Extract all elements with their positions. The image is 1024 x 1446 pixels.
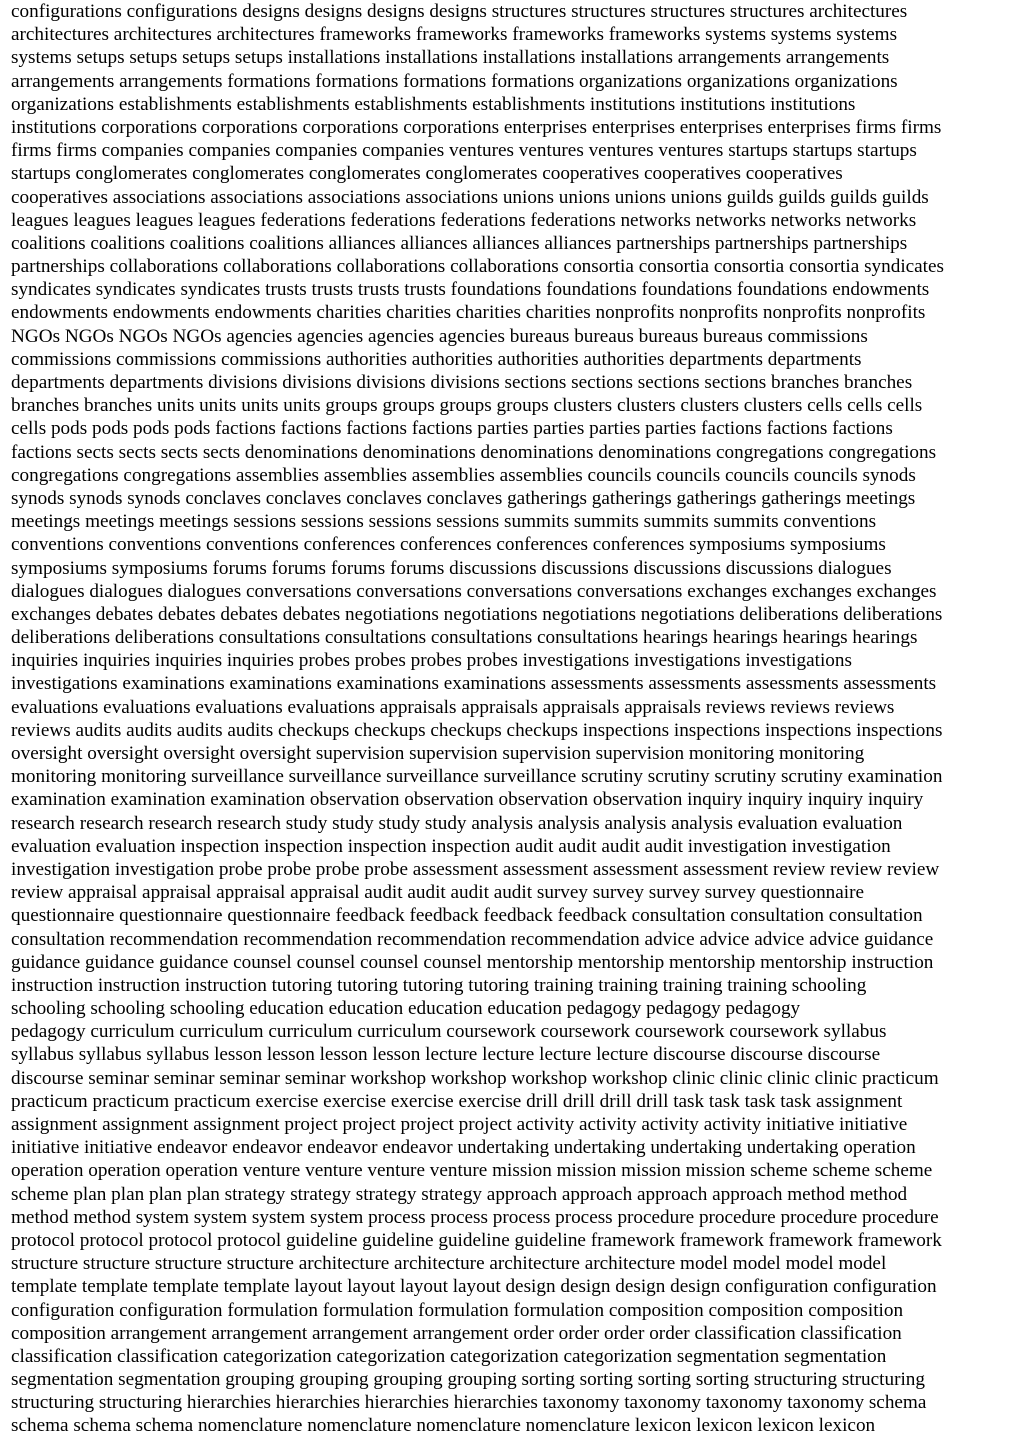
- text-line: composition arrangement arrangement arrangement arrangement order order order order classification classification: [11, 1322, 902, 1344]
- text-line: organizations establishments establishments establishments establishments institutions institutions institutions: [11, 93, 856, 115]
- text-line: startups conglomerates conglomerates conglomerates conglomerates cooperatives cooperatives cooperatives: [11, 163, 843, 185]
- text-line: endowments endowments endowments charities charities charities charities nonprofits nonprofits nonprofits nonprofits: [11, 302, 926, 324]
- text-line: configuration configuration formulation formulation formulation formulation composition composition composition: [11, 1299, 904, 1321]
- text-line: leagues leagues leagues leagues federations federations federations federations networks networks networks networks: [11, 209, 917, 231]
- text-line: syllabus syllabus syllabus lesson lesson lesson lesson lecture lecture lecture lecture discourse discourse discourse: [11, 1044, 881, 1066]
- text-line: arrangements arrangements formations formations formations formations organizations organizations organizations: [11, 70, 898, 92]
- text-line: systems setups setups setups setups installations installations installations installations arrangements arrangements: [11, 47, 890, 69]
- body-text: [11, 0, 1015, 1446]
- text-line: evaluations evaluations evaluations evaluations appraisals appraisals appraisals appraisals reviews reviews reviews: [11, 696, 895, 718]
- text-line: investigation investigation probe probe probe probe assessment assessment assessment assessment review review review: [11, 858, 940, 880]
- text-line: cells pods pods pods pods factions factions factions factions parties parties parties parties factions factions factions: [11, 418, 893, 440]
- text-line: exchanges debates debates debates debates negotiations negotiations negotiations negotiations deliberations deliberations: [11, 603, 943, 625]
- text-line: coalitions coalitions coalitions coalitions alliances alliances alliances alliances partnerships partnerships partnerships: [11, 232, 908, 254]
- text-line: partnerships collaborations collaborations collaborations collaborations consortia consortia consortia consortia syndicates: [11, 256, 945, 278]
- text-line: evaluation evaluation inspection inspection inspection inspection audit audit audit audit investigation investigation: [11, 835, 891, 857]
- text-line: instruction instruction instruction tutoring tutoring tutoring tutoring training training training training schooling: [11, 974, 867, 996]
- text-line: pedagogy curriculum curriculum curriculum curriculum coursework coursework coursework coursework syllabus: [11, 1021, 887, 1043]
- text-line: architectures architectures architectures frameworks frameworks frameworks frameworks systems systems systems: [11, 24, 898, 46]
- text-line: guidance guidance guidance counsel counsel counsel counsel mentorship mentorship mentorship mentorship instruction: [11, 951, 934, 973]
- text-line: institutions corporations corporations corporations corporations enterprises enterprises enterprises enterprises firms firms: [11, 116, 942, 138]
- text-line: dialogues dialogues dialogues conversations conversations conversations conversations exchanges exchanges exchanges: [11, 580, 937, 602]
- text-line: meetings meetings meetings sessions sessions sessions sessions summits summits summits summits conventions: [11, 511, 877, 533]
- text-line: schema schema schema nomenclature nomenclature nomenclature nomenclature lexicon lexicon lexicon lexicon: [11, 1415, 876, 1437]
- text-line: scheme plan plan plan plan strategy strategy strategy strategy approach approach approach approach method method: [11, 1183, 908, 1205]
- text-line: research research research research study study study study analysis analysis analysis analysis evaluation evaluation: [11, 812, 903, 834]
- text-line: oversight oversight oversight oversight supervision supervision supervision supervision monitoring monitoring: [11, 743, 865, 764]
- text-line: method method system system system system process process process process procedure procedure procedure procedure: [11, 1206, 939, 1228]
- text-line: departments departments divisions divisions divisions divisions sections sections sections sections branches branches: [11, 372, 913, 393]
- text-line: structure structure structure structure architecture architecture architecture architecture model model model model: [11, 1253, 887, 1275]
- text-line: commissions commissions commissions authorities authorities authorities authorities departments departments: [11, 348, 862, 370]
- text-line: assignment assignment assignment project project project project activity activity activity activity initiative initiative: [11, 1114, 908, 1135]
- text-line: practicum practicum practicum exercise exercise exercise exercise drill drill drill drill task task task task assignment: [11, 1090, 903, 1112]
- text-line: questionnaire questionnaire questionnaire feedback feedback feedback feedback consultation consultation consultation: [11, 905, 923, 927]
- text-line: firms firms companies companies companies companies ventures ventures ventures ventures startups startups startups: [11, 140, 917, 162]
- text-line: cooperatives associations associations associations associations unions unions unions unions guilds guilds guilds guilds: [11, 186, 929, 208]
- text-line: deliberations deliberations consultations consultations consultations consultations hearings hearings hearings hearings: [11, 627, 918, 649]
- text-line: protocol protocol protocol protocol guideline guideline guideline guideline framework framework framework framework: [11, 1229, 942, 1251]
- text-line: schooling schooling schooling education education education education pedagogy pedagogy pedagogy: [11, 998, 801, 1020]
- text-line: factions sects sects sects sects denominations denominations denominations denominations congregations congregations: [11, 441, 937, 463]
- text-line: examination examination examination observation observation observation observation inquiry inquiry inquiry inquiry: [11, 789, 924, 811]
- text-line: congregations congregations assemblies assemblies assemblies assemblies councils councils councils councils synods: [11, 464, 916, 486]
- text-line: investigations examinations examinations examinations examinations assessments assessments assessments assessments: [11, 673, 937, 695]
- text-line: inquiries inquiries inquiries inquiries probes probes probes probes investigations investigations investigations: [11, 650, 852, 672]
- text-line: conventions conventions conventions conferences conferences conferences conferences symposiums symposiums: [11, 534, 886, 556]
- text-line: template template template template layout layout layout layout design design design design configuration configuration: [11, 1276, 937, 1298]
- text-line: symposiums symposiums forums forums forums forums discussions discussions discussions discussions dialogues: [11, 557, 892, 579]
- text-line: [11, 1438, 1015, 1446]
- text-line: segmentation segmentation grouping grouping grouping grouping sorting sorting sorting sorting structuring structuring: [11, 1369, 925, 1391]
- text-line: consultation recommendation recommendation recommendation recommendation advice advice advice advice guidance: [11, 928, 934, 950]
- text-line: operation operation operation venture venture venture venture mission mission mission mission scheme scheme scheme: [11, 1160, 933, 1182]
- text-line: initiative initiative endeavor endeavor endeavor endeavor undertaking undertaking undertaking undertaking operation: [11, 1137, 916, 1159]
- text-line: synods synods synods conclaves conclaves conclaves conclaves gatherings gatherings gatherings gatherings meetings: [11, 487, 916, 509]
- text-line: syndicates syndicates syndicates trusts trusts trusts trusts foundations foundations foundations foundations endowments: [11, 279, 930, 301]
- text-line: branches branches units units units units groups groups groups groups clusters clusters clusters clusters cells cells cells: [11, 395, 923, 417]
- text-line: structuring structuring hierarchies hierarchies hierarchies hierarchies taxonomy taxonomy taxonomy taxonomy schema: [11, 1392, 927, 1414]
- text-line: configurations configurations designs designs designs designs structures structures structures structures architectures: [11, 1, 908, 22]
- text-line: monitoring monitoring surveillance surveillance surveillance surveillance scrutiny scrutiny scrutiny scrutiny examination: [11, 766, 943, 788]
- text-line: NGOs NGOs NGOs NGOs agencies agencies agencies agencies bureaus bureaus bureaus bureaus commissions: [11, 325, 868, 347]
- text-line: review appraisal appraisal appraisal appraisal audit audit audit audit survey survey survey survey questionnaire: [11, 882, 865, 904]
- text-line: discourse seminar seminar seminar seminar workshop workshop workshop workshop clinic clinic clinic clinic practicum: [11, 1067, 939, 1089]
- text-line: reviews audits audits audits audits checkups checkups checkups checkups inspections inspections inspections inspections: [11, 719, 943, 741]
- text-line: classification classification categorization categorization categorization categorization segmentation segmentation: [11, 1345, 887, 1367]
